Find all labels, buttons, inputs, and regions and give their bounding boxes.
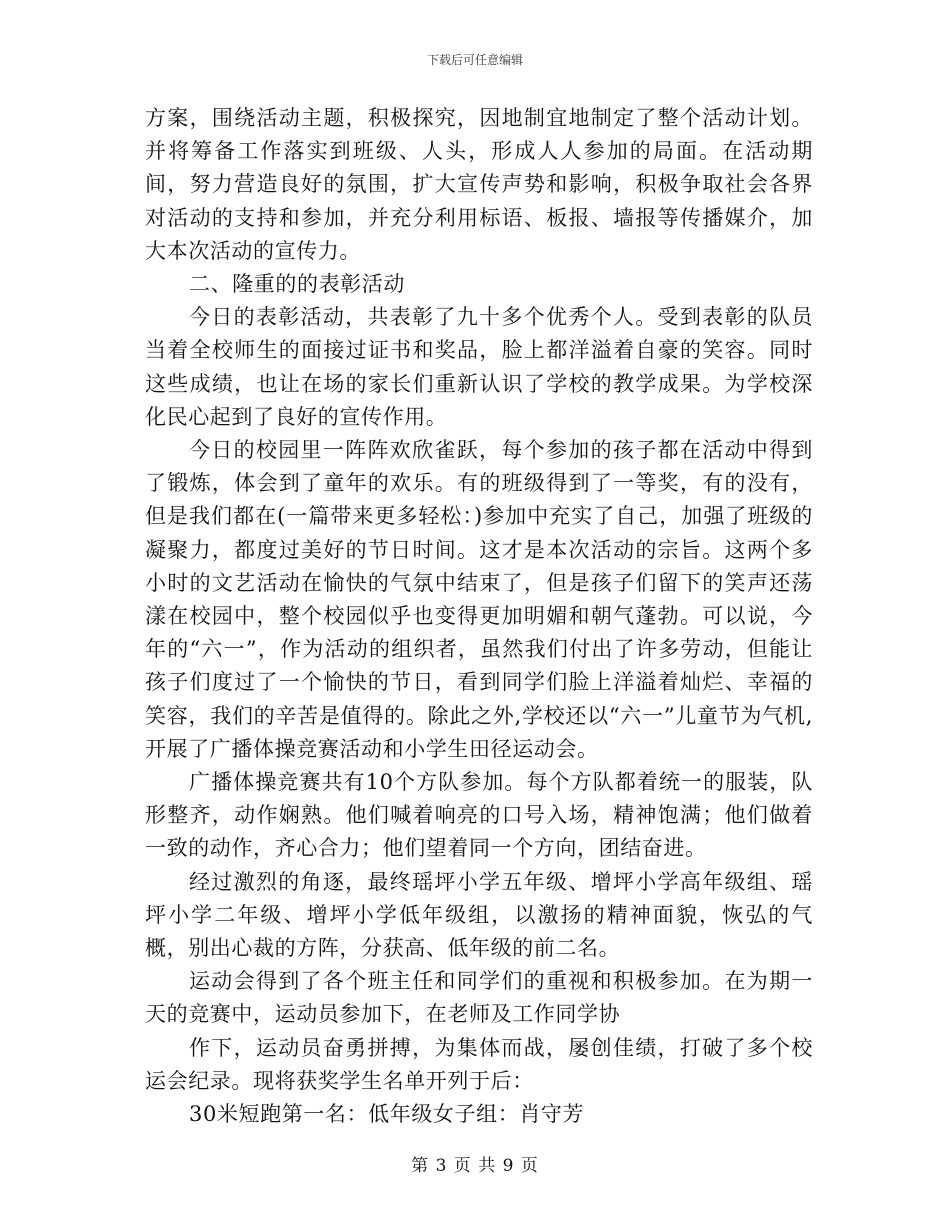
- paragraph-commendation: 今日的表彰活动，共表彰了九十多个优秀个人。受到表彰的队员当着全校师生的面接过证书和奖品，脸上都洋溢着自豪的笑容。同时这些成绩，也让在场的家长们重新认识了学校的教学成果。为学校深化民心起到了良好的宣传作用。: [145, 305, 813, 429]
- section-heading-commendation: 二、隆重的的表彰活动: [189, 272, 405, 297]
- paragraph-sports-meet: 运动会得到了各个班主任和同学们的重视和积极参加。在为期一天的竞赛中，运动员参加下，在老师及工作同学协: [145, 969, 813, 1027]
- paragraph-sports-meet-continued: 作下，运动员奋勇拼搏，为集体而战，屡创佳绩，打破了多个校运会纪录。现将获奖学生名单开列于后：: [145, 1035, 813, 1093]
- page-number-footer: 第 3 页 共 9 页: [411, 1156, 539, 1176]
- paragraph-award-entry: 30米短跑第一名：低年级女子组：肖守芳: [189, 1102, 585, 1127]
- page-header-note: 下载后可任意编辑: [426, 53, 523, 67]
- paragraph-campus-joy: 今日的校园里一阵阵欢欣雀跃，每个参加的孩子都在活动中得到了锻炼，体会到了童年的欢乐。有的班级得到了一等奖，有的没有，但是我们都在(一篇带来更多轻松：)参加中充实了自己，加强了班级的凝聚力，都度过美好的节日时间。这才是本次活动的宗旨。这两个多小时的文艺活动在愉快的气氛中结束了，但是孩子们留下的笑声还荡漾在校园中，整个校园似乎也变得更加明媚和朝气蓬勃。可以说，今年的“六一”，作为活动的组织者，虽然我们付出了许多劳动，但能让孩子们度过了一个愉快的节日，看到同学们脸上洋溢着灿烂、幸福的笑容，我们的辛苦是值得的。除此之外,学校还以“六一”儿童节为气机,开展了广播体操竞赛活动和小学生田径运动会。: [145, 438, 813, 761]
- paragraph-broadcast-gymnastics: 广播体操竞赛共有10个方队参加。每个方队都着统一的服装，队形整齐，动作娴熟。他们喊着响亮的口号入场，精神饱满；他们做着一致的动作，齐心合力；他们望着同一个方向，团结奋进。: [145, 770, 813, 861]
- paragraph-competition-results: 经过激烈的角逐，最终瑶坪小学五年级、增坪小学高年级组、瑶坪小学二年级、增坪小学低年级组，以激扬的精神面貌，恢弘的气概，别出心裁的方阵，分获高、低年级的前二名。: [145, 869, 813, 961]
- document-body: [145, 102, 813, 1131]
- paragraph-plan-continuation: 方案，围绕活动主题，积极探究，因地制宜地制定了整个活动计划。并将筹备工作落实到班级、人头，形成人人参加的局面。在活动期间，努力营造良好的氛围，扩大宣传声势和影响，积极争取社会各界对活动的支持和参加，并充分利用标语、板报、墙报等传播媒介，加大本次活动的宣传力。: [145, 106, 813, 263]
